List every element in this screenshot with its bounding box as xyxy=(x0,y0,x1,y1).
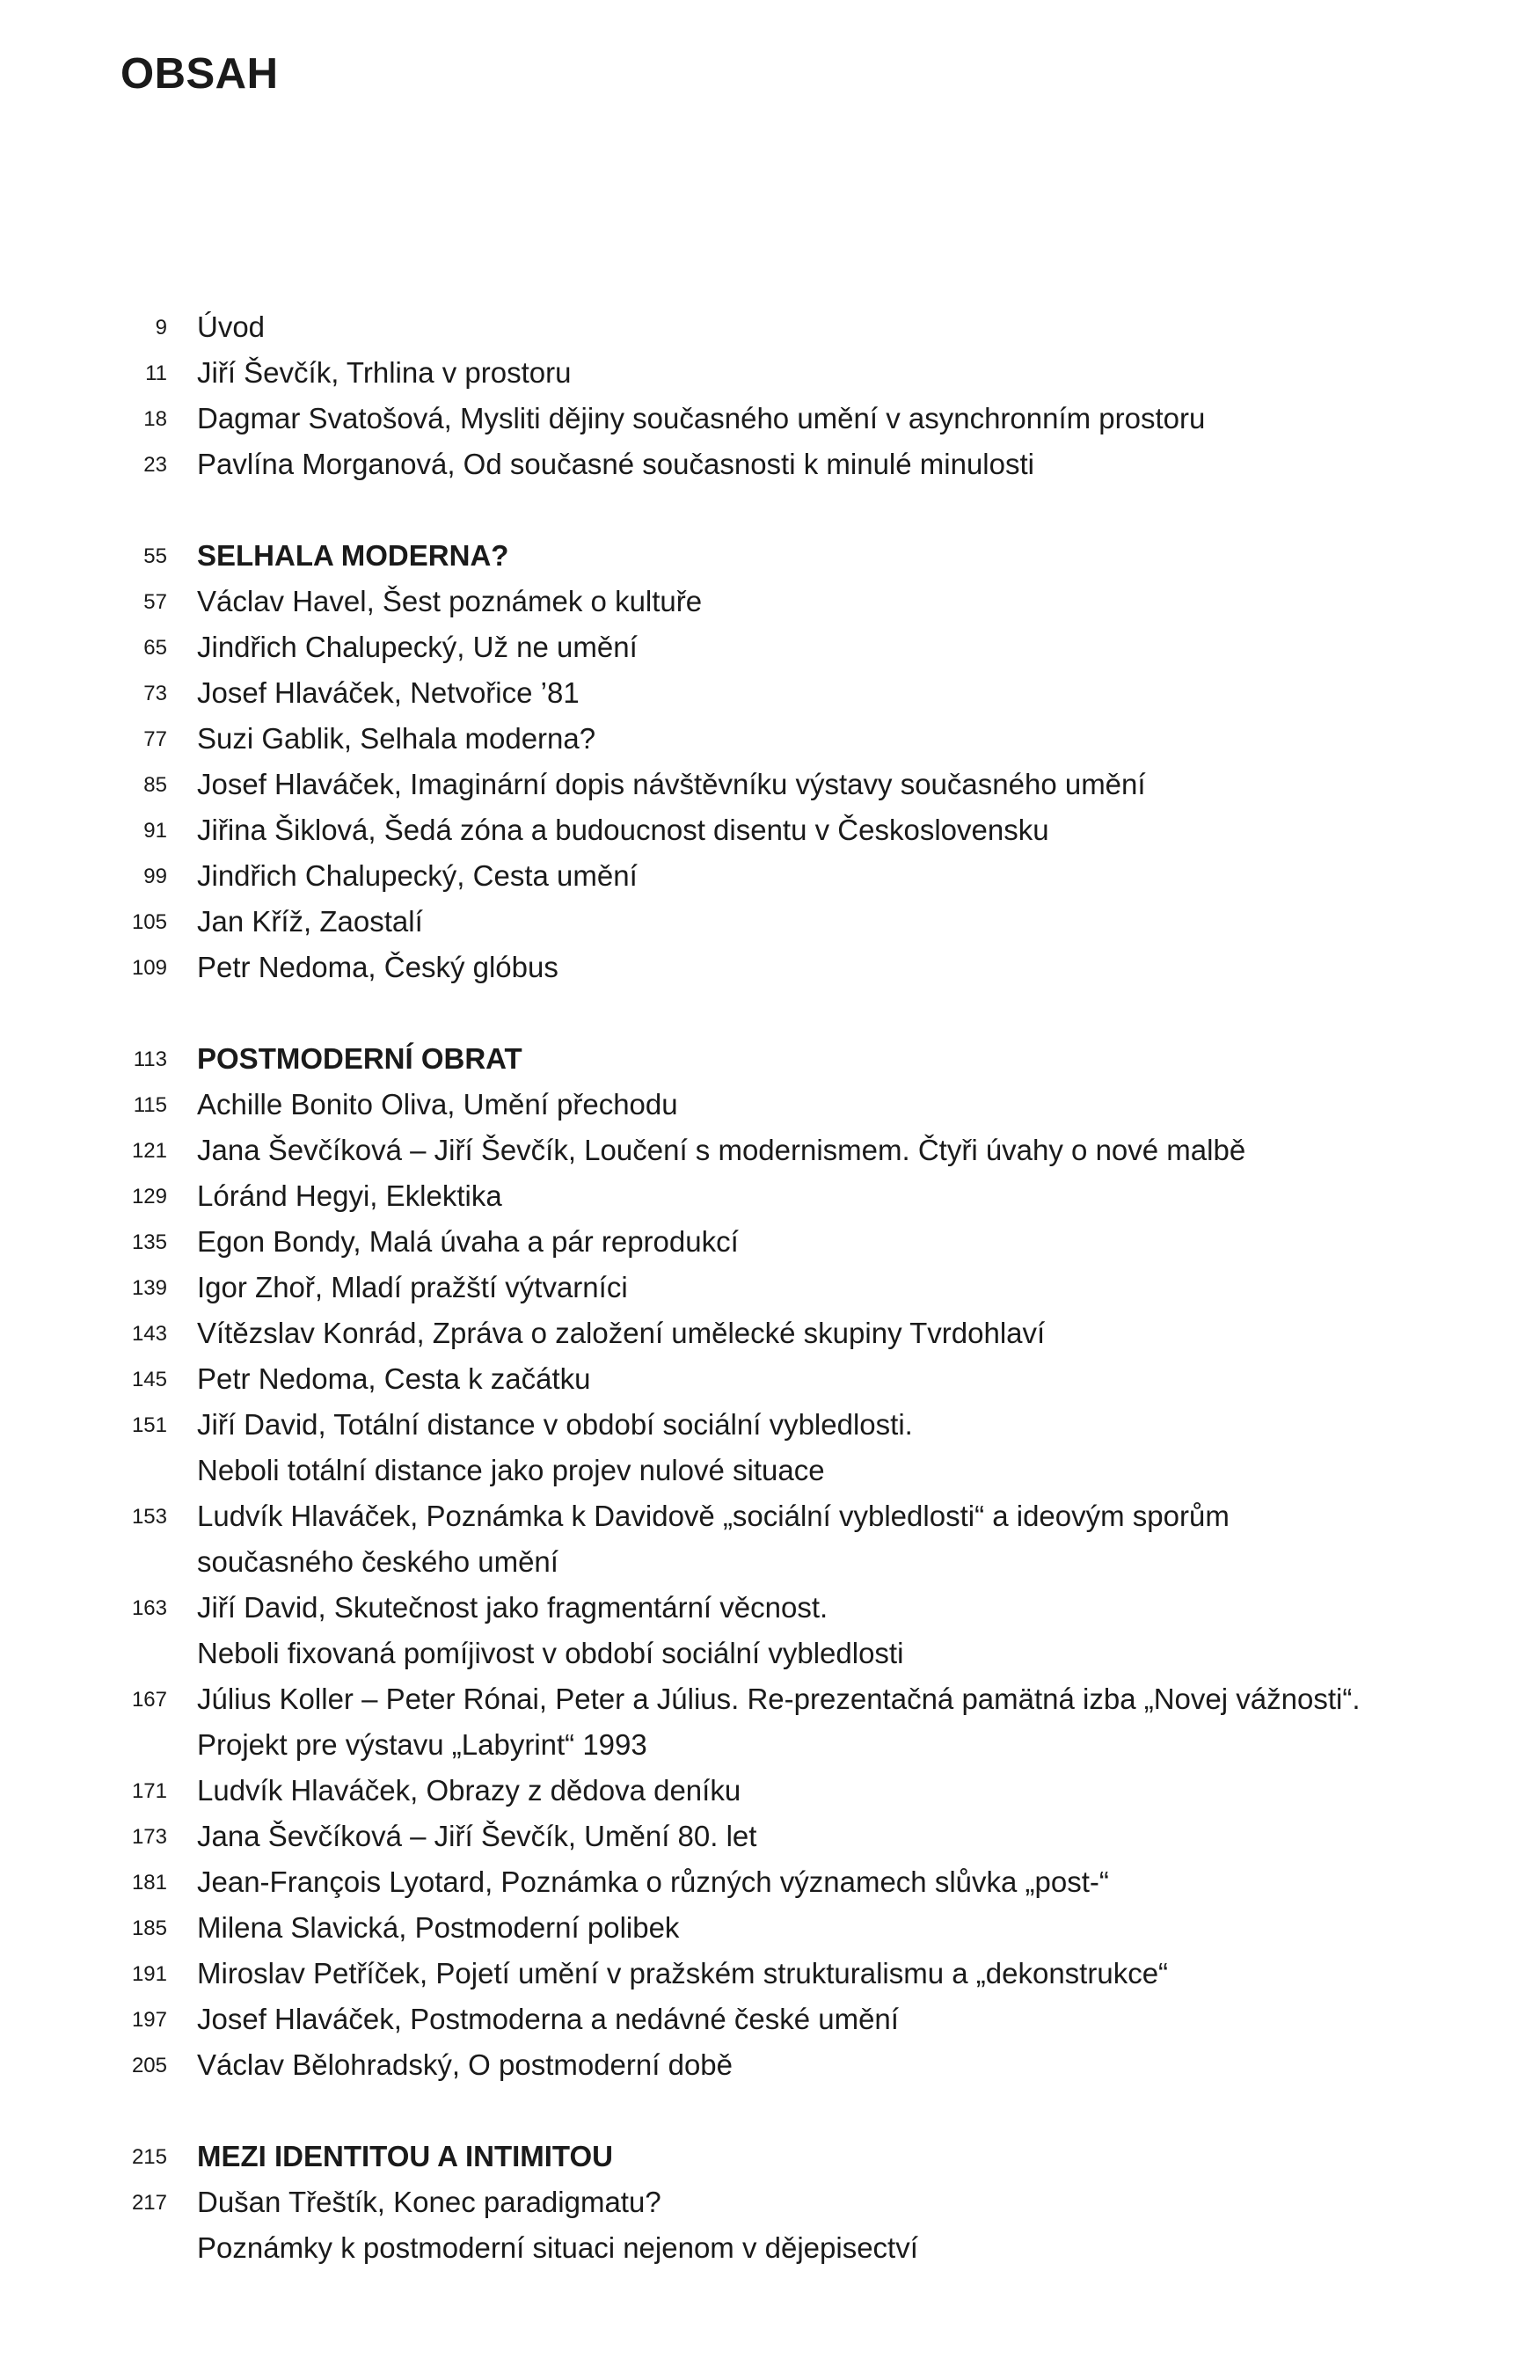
toc-entry-title: Poznámky k postmoderní situaci nejenom v dějepisectví xyxy=(197,2231,918,2264)
toc-entry-title: Suzi Gablik, Selhala moderna? xyxy=(197,722,596,755)
toc-entry xyxy=(0,1310,1540,1356)
toc-entry-title: Petr Nedoma, Český glóbus xyxy=(197,951,558,983)
toc-page-number: 73 xyxy=(143,682,167,705)
toc-page-number: 129 xyxy=(131,1185,167,1208)
toc-entry xyxy=(0,853,1540,899)
toc-entry-title: Jana Ševčíková – Jiří Ševčík, Loučení s modernismem. Čtyři úvahy o nové malbě xyxy=(197,1134,1246,1166)
toc-entry-title: Josef Hlaváček, Imaginární dopis návštěvníku výstavy současného umění xyxy=(197,768,1146,800)
toc-page-number: 197 xyxy=(131,2008,167,2032)
toc-entry xyxy=(0,1997,1540,2042)
toc-entry-title: Jana Ševčíková – Jiří Ševčík, Umění 80. let xyxy=(197,1820,757,1852)
toc-entry xyxy=(0,716,1540,762)
toc-page-number: 185 xyxy=(131,1916,167,1940)
toc-entry-title: Jan Kříž, Zaostalí xyxy=(197,905,423,938)
toc-page-number: 181 xyxy=(131,1871,167,1895)
toc-entry xyxy=(0,762,1540,807)
toc-page-number: 143 xyxy=(131,1322,167,1346)
toc-entry xyxy=(0,807,1540,853)
toc-heading-text: SELHALA MODERNA? xyxy=(197,539,509,572)
toc-entry-title: Jiří David, Skutečnost jako fragmentární věcnost. xyxy=(197,1591,828,1624)
toc-entry xyxy=(0,1859,1540,1905)
toc-page-number: 191 xyxy=(131,1962,167,1986)
toc-page-number: 105 xyxy=(131,910,167,934)
toc-page-number: 55 xyxy=(143,544,167,568)
toc-entry-title: Pavlína Morganová, Od současné současnosti k minulé minulosti xyxy=(197,448,1034,480)
toc-entry-title: Július Koller – Peter Rónai, Peter a Július. Re-prezentačná pamätná izba „Novej vážnosti“. xyxy=(197,1683,1361,1715)
toc-entry xyxy=(0,1814,1540,1859)
toc-entry xyxy=(0,304,1540,350)
toc-entry xyxy=(0,1768,1540,1814)
toc-entry-title: Neboli fixovaná pomíjivost v období sociální vybledlosti xyxy=(197,1637,904,1669)
toc-entry-title: Václav Havel, Šest poznámek o kultuře xyxy=(197,585,703,617)
toc-section xyxy=(0,2134,1540,2271)
toc-section xyxy=(0,1036,1540,2088)
toc-page-number: 18 xyxy=(143,407,167,431)
toc-page-number: 77 xyxy=(143,727,167,751)
toc-entry xyxy=(0,670,1540,716)
toc-entry-title: Igor Zhoř, Mladí pražští výtvarníci xyxy=(197,1271,628,1303)
toc-page-number: 91 xyxy=(143,819,167,843)
toc-section xyxy=(0,304,1540,487)
toc-entry xyxy=(0,1951,1540,1997)
page-title: OBSAH xyxy=(120,50,279,98)
toc-entry-continuation xyxy=(0,1631,1540,1676)
toc-entry-title: Jiří Ševčík, Trhlina v prostoru xyxy=(197,356,572,389)
toc-page-number: 57 xyxy=(143,590,167,614)
toc-entry-title: Dagmar Svatošová, Mysliti dějiny současného umění v asynchronním prostoru xyxy=(197,402,1206,434)
toc-heading-text: POSTMODERNÍ OBRAT xyxy=(197,1042,522,1075)
toc-entry xyxy=(0,2042,1540,2088)
toc-entry-title: Jindřich Chalupecký, Už ne umění xyxy=(197,631,638,663)
toc-page-number: 171 xyxy=(131,1779,167,1803)
toc-page-number: 115 xyxy=(133,1093,167,1117)
toc-page-number: 167 xyxy=(131,1688,167,1712)
toc-entry-title: Josef Hlaváček, Netvořice ’81 xyxy=(197,676,580,709)
toc-entry-title: Jean-François Lyotard, Poznámka o různých významech slůvka „post-“ xyxy=(197,1865,1109,1898)
toc-entry xyxy=(0,2179,1540,2225)
toc-page-number: 135 xyxy=(131,1230,167,1254)
table-of-contents xyxy=(0,304,1540,2317)
toc-entry-title: Miroslav Petříček, Pojetí umění v pražském strukturalismu a „dekonstrukce“ xyxy=(197,1957,1169,1989)
toc-entry-title: Neboli totální distance jako projev nulové situace xyxy=(197,1454,825,1486)
toc-entry-title: Václav Bělohradský, O postmoderní době xyxy=(197,2048,734,2081)
toc-entry-title: Jiří David, Totální distance v období sociální vybledlosti. xyxy=(197,1408,913,1441)
toc-entry-title: Milena Slavická, Postmoderní polibek xyxy=(197,1911,680,1944)
toc-entry xyxy=(0,945,1540,990)
toc-page-number: 109 xyxy=(131,956,167,980)
toc-entry-title: Ludvík Hlaváček, Poznámka k Davidově „sociální vybledlosti“ a ideovým sporům xyxy=(197,1500,1230,1532)
toc-entry-title: Dušan Třeštík, Konec paradigmatu? xyxy=(197,2186,661,2218)
toc-entry xyxy=(0,1265,1540,1310)
toc-page-number: 145 xyxy=(131,1368,167,1391)
toc-entry xyxy=(0,579,1540,624)
toc-page-number: 173 xyxy=(131,1825,167,1849)
toc-entry xyxy=(0,1585,1540,1631)
toc-section-heading xyxy=(0,2134,1540,2179)
toc-page-number: 151 xyxy=(131,1413,167,1437)
toc-page-number: 113 xyxy=(133,1048,167,1071)
toc-page-number: 139 xyxy=(131,1276,167,1300)
toc-page-number: 153 xyxy=(131,1505,167,1529)
toc-entry xyxy=(0,1402,1540,1448)
toc-entry-title: Úvod xyxy=(197,310,266,343)
toc-section-heading xyxy=(0,1036,1540,1082)
toc-entry-title: Josef Hlaváček, Postmoderna a nedávné české umění xyxy=(197,2003,899,2035)
toc-entry-title: současného českého umění xyxy=(197,1545,558,1578)
toc-entry-continuation xyxy=(0,1722,1540,1768)
toc-entry-title: Projekt pre výstavu „Labyrint“ 1993 xyxy=(197,1728,647,1761)
toc-entry-title: Achille Bonito Oliva, Umění přechodu xyxy=(197,1088,678,1121)
toc-page-number: 99 xyxy=(143,865,167,888)
toc-entry xyxy=(0,1219,1540,1265)
toc-entry-title: Jindřich Chalupecký, Cesta umění xyxy=(197,859,638,892)
toc-entry xyxy=(0,350,1540,396)
toc-entry-title: Petr Nedoma, Cesta k začátku xyxy=(197,1362,591,1395)
toc-entry xyxy=(0,1173,1540,1219)
toc-entry-continuation xyxy=(0,2225,1540,2271)
toc-page-number: 121 xyxy=(131,1139,167,1163)
toc-page-number: 23 xyxy=(143,453,167,477)
toc-entry-title: Lóránd Hegyi, Eklektika xyxy=(197,1179,502,1212)
toc-entry xyxy=(0,624,1540,670)
toc-entry-title: Vítězslav Konrád, Zpráva o založení umělecké skupiny Tvrdohlaví xyxy=(197,1317,1046,1349)
toc-page-number: 9 xyxy=(155,316,167,339)
toc-entry-continuation xyxy=(0,1539,1540,1585)
toc-section-heading xyxy=(0,533,1540,579)
toc-entry-title: Jiřina Šiklová, Šedá zóna a budoucnost disentu v Československu xyxy=(197,814,1049,846)
toc-page-number: 11 xyxy=(145,361,167,385)
toc-entry-title: Ludvík Hlaváček, Obrazy z dědova deníku xyxy=(197,1774,741,1807)
toc-entry xyxy=(0,1905,1540,1951)
toc-entry xyxy=(0,1356,1540,1402)
toc-entry-title: Egon Bondy, Malá úvaha a pár reprodukcí xyxy=(197,1225,739,1258)
toc-page-number: 217 xyxy=(131,2191,167,2215)
toc-page-number: 205 xyxy=(131,2054,167,2077)
toc-page-number: 65 xyxy=(143,636,167,660)
toc-entry-continuation xyxy=(0,1448,1540,1493)
toc-entry xyxy=(0,442,1540,487)
toc-heading-text: MEZI IDENTITOU A INTIMITOU xyxy=(197,2140,613,2172)
toc-page-number: 85 xyxy=(143,773,167,797)
toc-page-number: 215 xyxy=(131,2145,167,2169)
toc-entry xyxy=(0,1082,1540,1128)
toc-entry xyxy=(0,1676,1540,1722)
toc-entry xyxy=(0,396,1540,442)
toc-entry xyxy=(0,1493,1540,1539)
toc-entry xyxy=(0,899,1540,945)
toc-section xyxy=(0,533,1540,990)
toc-page-number: 163 xyxy=(131,1596,167,1620)
toc-entry xyxy=(0,1128,1540,1173)
